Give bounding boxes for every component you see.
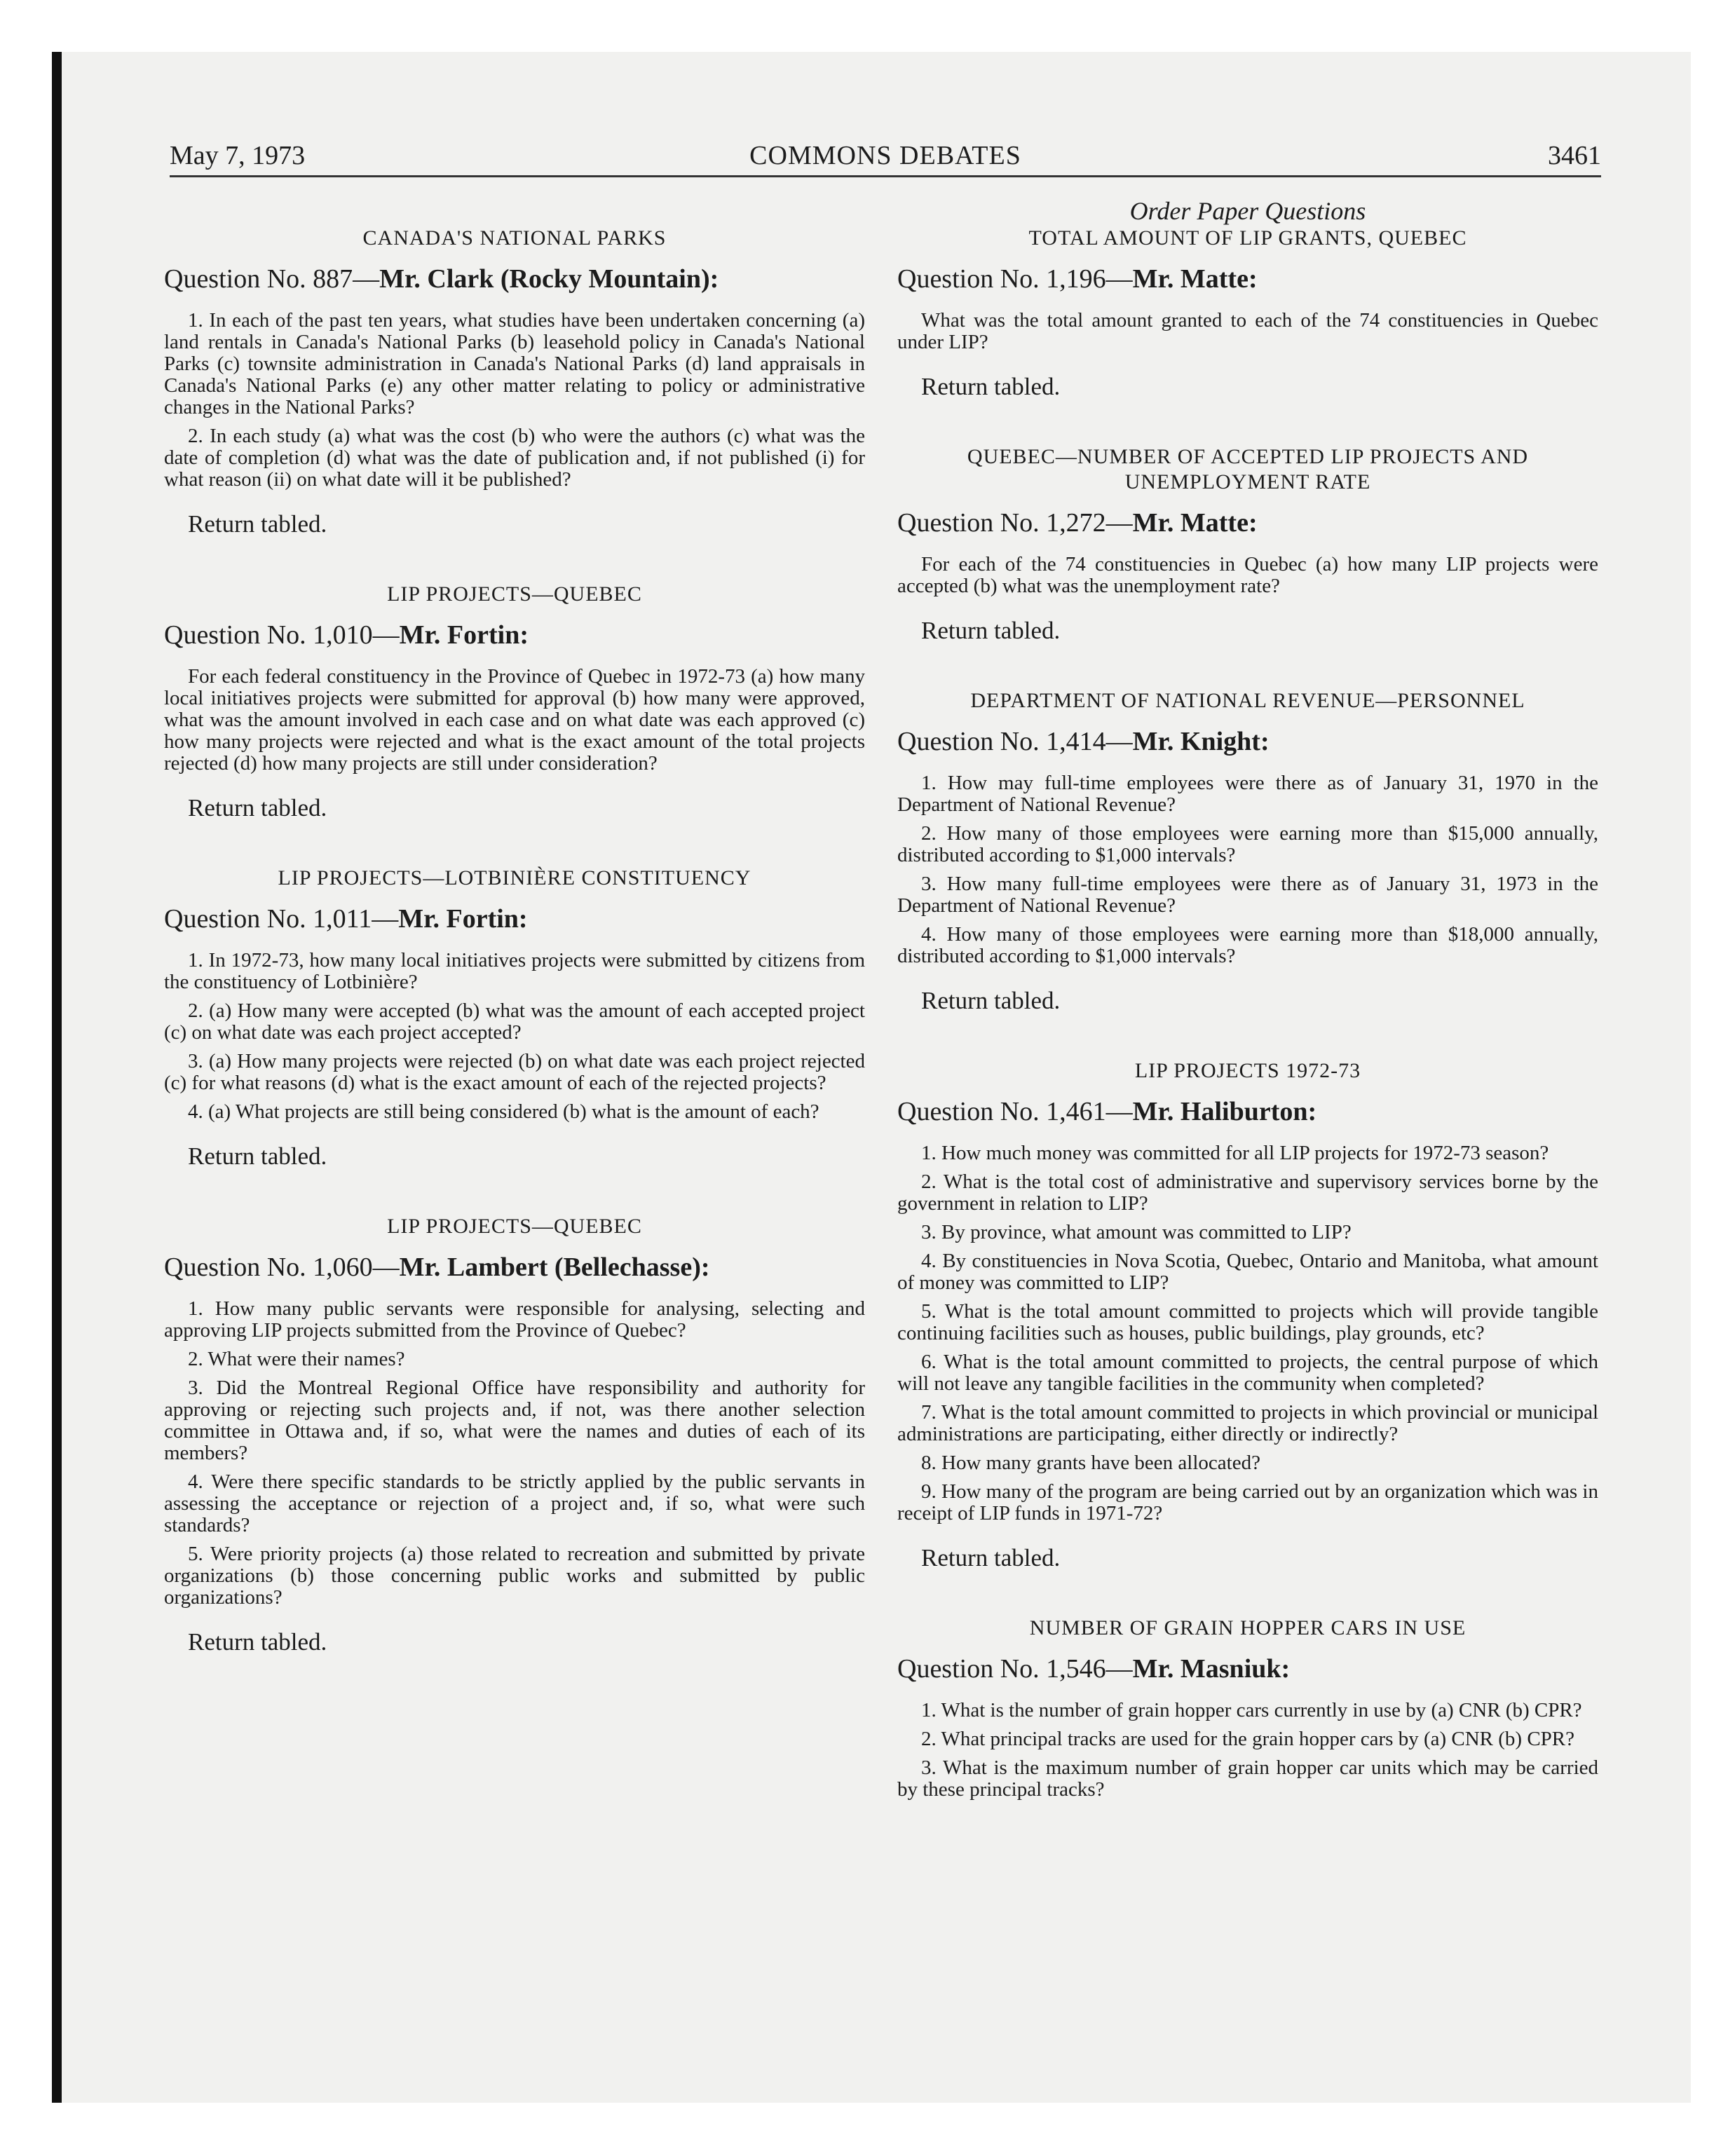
member-name: Mr. Masniuk: xyxy=(1132,1654,1291,1684)
section-title: NUMBER OF GRAIN HOPPER CARS IN USE xyxy=(1029,1616,1467,1639)
page-number: 3461 xyxy=(1548,141,1601,170)
question-text: 3. By province, what amount was committed to LIP? xyxy=(921,1221,1352,1243)
return-tabled: Return tabled. xyxy=(188,1628,327,1656)
question-text: 4. (a) What projects are still being considered (b) what is the amount of each? xyxy=(188,1100,819,1123)
question-text: 9. How many of the program are being carried out by an organization which was in receipt of LIP funds in 1971-72? xyxy=(897,1480,1598,1524)
question-section xyxy=(897,1616,1598,1801)
member-name: Mr. Matte: xyxy=(1132,264,1258,294)
question-number: Question No. 887— xyxy=(164,264,380,294)
question-text: 3. What is the maximum number of grain hopper car units which may be carried by these principal tracks? xyxy=(897,1756,1598,1801)
question-number: Question No. 1,272— xyxy=(897,508,1133,538)
question-text: 2. In each study (a) what was the cost (b) who were the authors (c) what was the date of completion (d) what was the date of publication and, if not published (i) for what reason (ii) on what date will it be published? xyxy=(164,425,865,491)
header-date: May 7, 1973 xyxy=(170,141,306,170)
question-line xyxy=(897,507,1598,538)
return-tabled: Return tabled. xyxy=(188,1142,327,1170)
member-name: Mr. Lambert (Bellechasse): xyxy=(399,1253,710,1282)
return-tabled: Return tabled. xyxy=(921,617,1061,644)
section-supertitle: Order Paper Questions xyxy=(1129,197,1366,225)
right-column xyxy=(897,189,1598,1808)
section-title: QUEBEC—NUMBER OF ACCEPTED LIP PROJECTS AND UNEMPLOYMENT RATE xyxy=(967,445,1529,493)
question-line xyxy=(164,620,865,650)
question-text: 2. What is the total cost of administrative and supervisory services borne by the government in relation to LIP? xyxy=(897,1171,1598,1215)
question-text: 5. What is the total amount committed to projects which will provide tangible continuing facilities such as houses, public buildings, play grounds, etc? xyxy=(897,1300,1598,1344)
question-text: 1. In 1972-73, how many local initiatives projects were submitted by citizens from the constituency of Lotbinière? xyxy=(164,949,865,993)
question-number: Question No. 1,461— xyxy=(897,1097,1133,1126)
member-name: Mr. Fortin: xyxy=(398,904,528,934)
section-title: LIP PROJECTS—LOTBINIÈRE CONSTITUENCY xyxy=(278,866,751,889)
member-name: Mr. Matte: xyxy=(1132,508,1258,538)
question-section xyxy=(897,1058,1598,1572)
return-tabled: Return tabled. xyxy=(921,373,1061,400)
page-header xyxy=(170,135,1601,177)
question-section xyxy=(897,688,1598,1015)
section-title: LIP PROJECTS 1972-73 xyxy=(1134,1059,1361,1082)
question-line xyxy=(897,1096,1598,1127)
question-text: 2. What were their names? xyxy=(188,1348,405,1370)
question-section xyxy=(164,866,865,1171)
question-section xyxy=(897,196,1598,401)
question-line xyxy=(897,1653,1598,1684)
question-text: 1. How may full-time employees were there as of January 31, 1970 in the Department of National Revenue? xyxy=(897,772,1598,816)
question-text: What was the total amount granted to each of the 74 constituencies in Quebec under LIP? xyxy=(897,309,1598,353)
question-text: 6. What is the total amount committed to projects, the central purpose of which will not leave any tangible facilities in the community when completed? xyxy=(897,1351,1598,1395)
section-title: LIP PROJECTS—QUEBEC xyxy=(387,1215,642,1238)
question-text: 2. (a) How many were accepted (b) what was the amount of each accepted project (c) on what date was each project accepted? xyxy=(164,999,865,1044)
question-text: 8. How many grants have been allocated? xyxy=(921,1452,1260,1474)
question-text: 4. Were there specific standards to be strictly applied by the public servants in assessing the acceptance or rejection of a project and, if so, what were such standards? xyxy=(164,1471,865,1536)
question-text: 4. By constituencies in Nova Scotia, Quebec, Ontario and Manitoba, what amount of money was committed to LIP? xyxy=(897,1250,1598,1294)
section-title: DEPARTMENT OF NATIONAL REVENUE—PERSONNEL xyxy=(970,689,1525,712)
member-name: Mr. Fortin: xyxy=(399,620,529,650)
question-line xyxy=(897,726,1598,757)
question-text: For each federal constituency in the Province of Quebec in 1972-73 (a) how many local initiatives projects were submitted for approval (b) how many were approved, what was the amount involved in each case and on what date was each approved (c) how many projects were rejected and what is the exact amount of the total projects rejected (d) how many projects are still under consideration? xyxy=(164,665,865,775)
header-title: COMMONS DEBATES xyxy=(749,141,1021,170)
section-title: TOTAL AMOUNT OF LIP GRANTS, QUEBEC xyxy=(1028,226,1467,250)
question-text: 1. How many public servants were responsible for analysing, selecting and approving LIP projects submitted from the Province of Quebec? xyxy=(164,1297,865,1342)
member-name: Mr. Haliburton: xyxy=(1132,1097,1317,1126)
question-number: Question No. 1,060— xyxy=(164,1253,400,1282)
question-number: Question No. 1,010— xyxy=(164,620,400,650)
return-tabled: Return tabled. xyxy=(188,510,327,538)
question-text: 3. (a) How many projects were rejected (b) on what date was each project rejected (c) for what reasons (d) what is the exact amount of each of the rejected projects? xyxy=(164,1050,865,1094)
question-section xyxy=(897,444,1598,645)
question-line xyxy=(897,264,1598,294)
return-tabled: Return tabled. xyxy=(921,1544,1061,1571)
left-column xyxy=(164,189,865,1656)
question-number: Question No. 1,546— xyxy=(897,1654,1133,1684)
member-name: Mr. Clark (Rocky Mountain): xyxy=(379,264,719,294)
section-title: LIP PROJECTS—QUEBEC xyxy=(387,582,642,606)
question-text: 1. What is the number of grain hopper cars currently in use by (a) CNR (b) CPR? xyxy=(921,1699,1582,1721)
question-text: 2. How many of those employees were earning more than $15,000 annually, distributed according to $1,000 intervals? xyxy=(897,822,1598,866)
question-text: 1. In each of the past ten years, what studies have been undertaken concerning (a) land rentals in Canada's National Parks (b) leasehold policy in Canada's National Parks (c) townsite administration in Canada's National Parks (d) land appraisals in Canada's National Parks (e) any other matter relating to policy or administrative changes in the National Parks? xyxy=(164,309,865,418)
return-tabled: Return tabled. xyxy=(921,987,1061,1014)
return-tabled: Return tabled. xyxy=(188,794,327,821)
question-text: 4. How many of those employees were earning more than $18,000 annually, distributed according to $1,000 intervals? xyxy=(897,923,1598,967)
question-line xyxy=(164,1252,865,1283)
question-number: Question No. 1,196— xyxy=(897,264,1133,294)
question-text: 3. How many full-time employees were there as of January 31, 1973 in the Department of National Revenue? xyxy=(897,873,1598,917)
question-text: For each of the 74 constituencies in Quebec (a) how many LIP projects were accepted (b) what was the unemployment rate? xyxy=(897,553,1598,597)
question-section xyxy=(164,582,865,822)
question-text: 5. Were priority projects (a) those related to recreation and submitted by private organizations (b) those concerning public works and submitted by public organizations? xyxy=(164,1543,865,1609)
question-number: Question No. 1,011— xyxy=(164,904,399,934)
question-text: 2. What principal tracks are used for the grain hopper cars by (a) CNR (b) CPR? xyxy=(921,1728,1575,1750)
question-text: 7. What is the total amount committed to projects in which provincial or municipal administrations are participating, either directly or indirectly? xyxy=(897,1401,1598,1445)
member-name: Mr. Knight: xyxy=(1132,727,1270,756)
question-text: 1. How much money was committed for all LIP projects for 1972-73 season? xyxy=(921,1142,1549,1164)
section-title: CANADA'S NATIONAL PARKS xyxy=(362,226,667,250)
question-line xyxy=(164,903,865,934)
question-section xyxy=(164,1214,865,1656)
question-text: 3. Did the Montreal Regional Office have responsibility and authority for approving or rejecting such projects and, if not, was there another selection committee in Ottawa and, if so, what were the names and duties of each of its members? xyxy=(164,1377,865,1464)
question-line xyxy=(164,264,865,294)
question-section xyxy=(164,226,865,538)
question-number: Question No. 1,414— xyxy=(897,727,1133,756)
